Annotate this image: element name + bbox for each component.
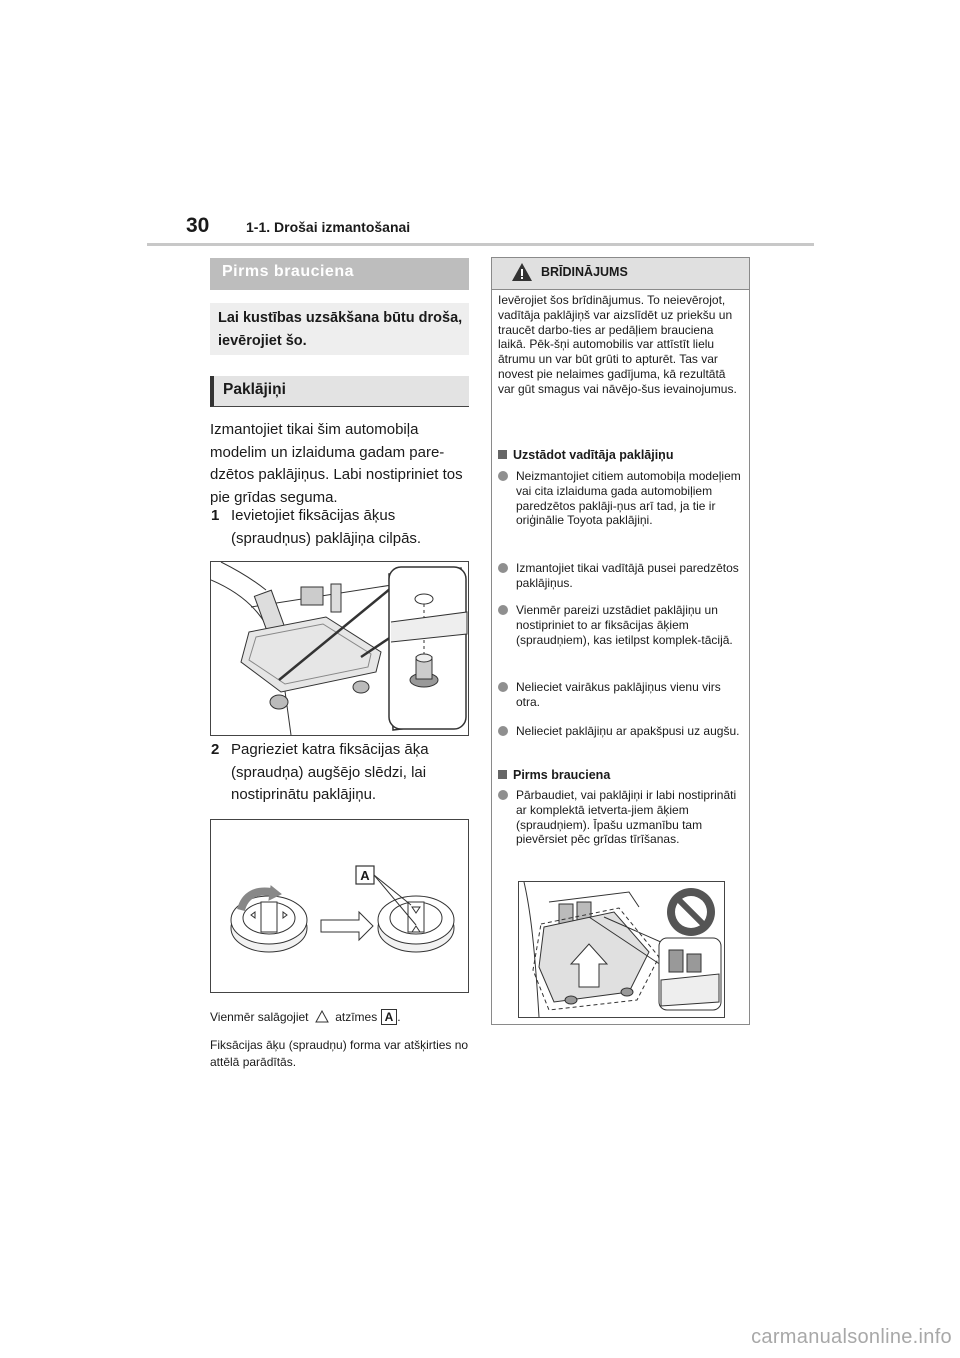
square-bullet-icon [498,450,507,459]
page-number: 30 [186,214,210,237]
square-bullet-icon [498,770,507,779]
warning-item-text: Pārbaudiet, vai paklājiņi ir labi nostiprināti ar komplektā ietverta-jiem āķiem (spraudņiem). Īpašu uzmanību tam pievērsiet pēc grīdas tīrīšanas. [516,788,737,847]
prohibited-mat-illustration [519,882,724,1017]
warning-item-text: Nelieciet vairākus paklājiņus vienu virs otra. [516,680,721,709]
warning-intro: Ievērojiet šos brīdinājumus. To neievērojot, vadītāja paklājiņš var aizslīdēt uz priekšu un traucēt darbo-ties ar pedāļiem brauciena laikā. Pēk-šņi automobilis var attīstīt lielu ātrumu un var būt grūti to apturēt. Tas var novest pie nelaimes gadījuma, kā rezultātā var gūt smagus vai nāvējo-šus ievainojumus. [498,293,737,396]
lock-knob-illustration [211,820,468,992]
intro-text: Lai kustības uzsākšana būtu droša, ievērojiet šo. [218,310,463,349]
subsection-title-band [210,376,469,407]
warning-item-text: Vienmēr pareizi uzstādiet paklājiņu un nostipriniet to ar fiksācijas āķiem (spraudņiem), kas ietilpst komplek-tācijā. [516,603,733,647]
warning-section-title: Pirms brauciena [513,768,611,782]
step-2 [210,739,472,807]
watermark: carmanualsonline.info [751,1326,952,1348]
warning-section-before-driving [498,768,610,782]
prohibited-mat-figure [518,881,725,1018]
warning-item [498,469,746,531]
warning-header [492,258,749,290]
caption-align-marks [210,1009,472,1028]
step-number: 2 [211,741,220,758]
step-text: Ievietojiet fiksācijas āķus (spraudņus) paklājiņa cilpās. [231,507,422,547]
triangle-mark-icon [315,1010,329,1028]
warning-item [498,561,746,593]
warning-item [498,788,746,850]
section-title-band [210,258,469,290]
prohibition-sign-icon [667,888,715,936]
warning-item-text: Izmantojiet tikai vadītājā pusei paredzētos paklājiņus. [516,561,739,590]
bullet-dot-icon [498,682,508,692]
chapter-title: 1-1. Drošai izmantošanai [246,219,411,235]
bullet-dot-icon [498,605,508,615]
warning-item [498,603,746,651]
section-title: Pirms brauciena [222,263,354,280]
warning-item [498,680,746,712]
body-paragraph: Izmantojiet tikai šim automobiļa modelim un izlaiduma gadam pare-dzētos paklājiņus. Labi nostipriniet tos pie grīdas seguma. [210,421,463,506]
bullet-dot-icon [498,563,508,573]
warning-item-text: Neizmantojiet citiem automobiļa modeļiem vai cita izlaiduma gada automobiļiem paredzētos paklāji-ņus arī tad, ja tie ir oriģinālie Toyota paklājiņi. [516,469,741,528]
warning-title: BRĪDINĀJUMS [541,265,628,279]
subsection-title: Paklājiņi [223,381,286,398]
bullet-dot-icon [498,726,508,736]
intro-box [210,303,469,355]
floor-mat-figure [210,561,469,736]
warning-section-install [498,448,673,462]
warning-box [491,257,750,1025]
caption-part-1: Vienmēr salāgojiet [210,1010,309,1024]
caption-shape-note: Fiksācijas āķu (spraudņu) forma var atšķirties no attēlā parādītās. [210,1038,469,1069]
bullet-dot-icon [498,471,508,481]
step-1 [210,505,472,551]
header-rule [147,243,814,246]
caption-part-3: . [397,1010,401,1024]
step-number: 1 [211,507,220,524]
warning-item [498,724,746,756]
warning-triangle-icon [511,262,533,282]
bullet-dot-icon [498,790,508,800]
figure-label-a: A [360,868,370,883]
floor-mat-illustration [211,562,468,735]
caption-label-a: A [381,1009,398,1025]
step-text: Pagrieziet katra fiksācijas āķa (spraudņa) augšējo slēdzi, lai nostiprinātu paklājiņu. [231,741,429,803]
lock-knob-figure [210,819,469,993]
warning-item-text: Nelieciet paklājiņu ar apakšpusi uz augšu. [516,724,740,738]
caption-part-2: atzīmes [335,1010,378,1024]
warning-section-title: Uzstādot vadītāja paklājiņu [513,448,674,462]
